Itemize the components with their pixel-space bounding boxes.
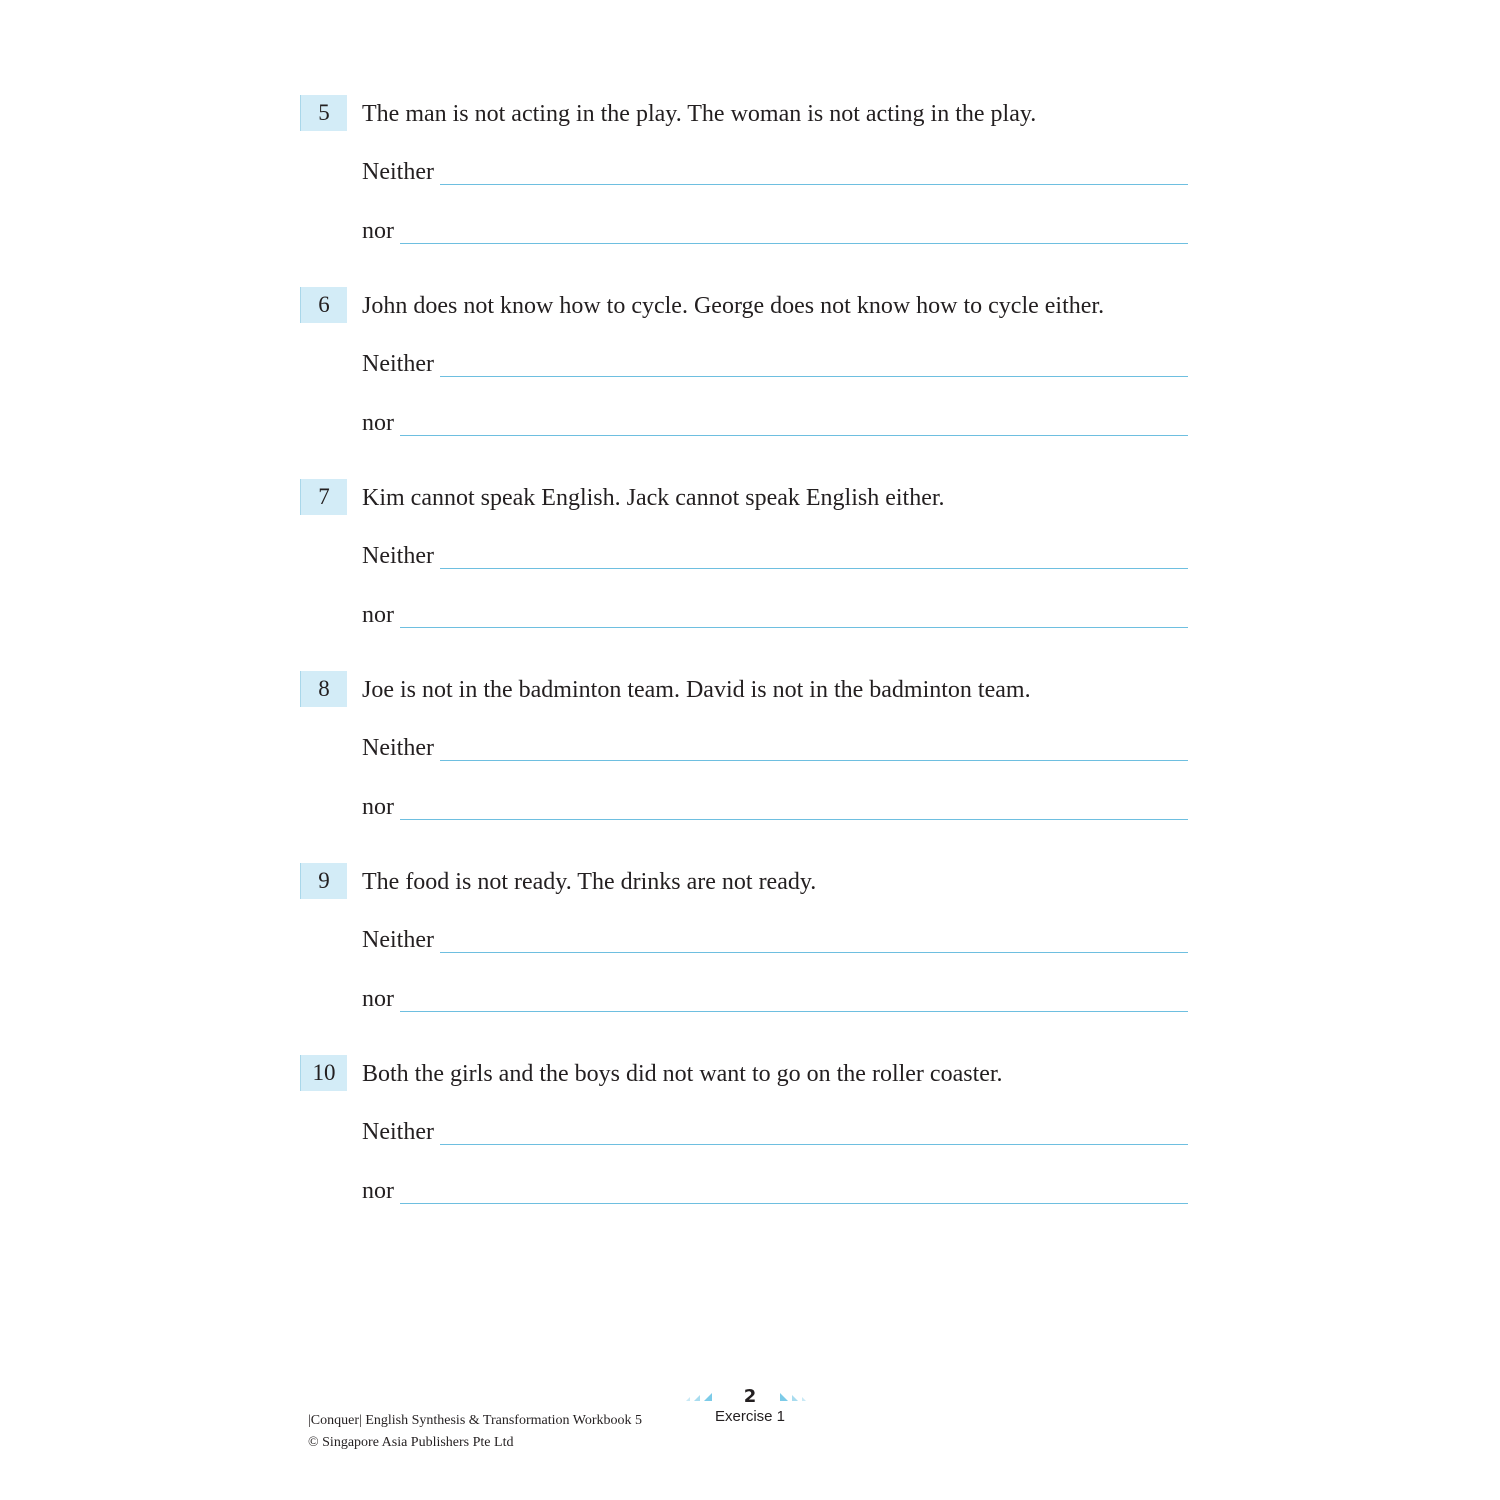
answer-row-neither	[362, 347, 1188, 381]
answer-row-neither	[362, 923, 1188, 957]
answer-row-neither	[362, 155, 1188, 189]
question-text: The man is not acting in the play. The woman is not acting in the play.	[362, 101, 1037, 127]
answer-label: nor	[362, 602, 394, 628]
answer-row-nor	[362, 598, 1188, 632]
answer-line[interactable]	[400, 627, 1188, 628]
question-text: Joe is not in the badminton team. David is not in the badminton team.	[362, 677, 1031, 703]
answer-label: Neither	[362, 1119, 434, 1145]
page-number: 2	[743, 1386, 757, 1407]
answer-label: Neither	[362, 735, 434, 761]
question-text: Both the girls and the boys did not want to go on the roller coaster.	[362, 1061, 1003, 1087]
answer-row-neither	[362, 731, 1188, 765]
answer-line[interactable]	[400, 1011, 1188, 1012]
copyright-notice: © Singapore Asia Publishers Pte Ltd	[308, 1435, 514, 1450]
answer-line[interactable]	[440, 184, 1188, 185]
answer-row-nor	[362, 214, 1188, 248]
answer-row-neither	[362, 1115, 1188, 1149]
answer-line[interactable]	[440, 760, 1188, 761]
question-7	[300, 479, 1200, 649]
question-number: 5	[300, 95, 347, 131]
question-number: 8	[300, 671, 347, 707]
question-9	[300, 863, 1200, 1033]
book-title: |Conquer| English Synthesis & Transformation Workbook 5	[308, 1413, 643, 1428]
answer-row-neither	[362, 539, 1188, 573]
answer-line[interactable]	[400, 819, 1188, 820]
answer-label: nor	[362, 794, 394, 820]
triangle-decoration-right-icon	[778, 1391, 818, 1403]
question-text: Kim cannot speak English. Jack cannot speak English either.	[362, 485, 945, 511]
answer-line[interactable]	[400, 1203, 1188, 1204]
question-6	[300, 287, 1200, 457]
page-badge	[680, 1385, 820, 1431]
question-number: 7	[300, 479, 347, 515]
answer-label: Neither	[362, 351, 434, 377]
answer-row-nor	[362, 982, 1188, 1016]
answer-label: Neither	[362, 159, 434, 185]
exercise-label: Exercise 1	[714, 1408, 786, 1425]
answer-row-nor	[362, 790, 1188, 824]
question-number: 9	[300, 863, 347, 899]
answer-line[interactable]	[440, 376, 1188, 377]
answer-label: nor	[362, 410, 394, 436]
question-text: John does not know how to cycle. George does not know how to cycle either.	[362, 293, 1105, 319]
question-8	[300, 671, 1200, 841]
answer-line[interactable]	[400, 435, 1188, 436]
question-number: 6	[300, 287, 347, 323]
answer-label: nor	[362, 218, 394, 244]
question-10	[300, 1055, 1200, 1225]
answer-line[interactable]	[440, 952, 1188, 953]
footer-credits	[308, 1410, 642, 1454]
answer-line[interactable]	[440, 1144, 1188, 1145]
question-text: The food is not ready. The drinks are not ready.	[362, 869, 817, 895]
answer-label: Neither	[362, 543, 434, 569]
answer-line[interactable]	[400, 243, 1188, 244]
answer-label: Neither	[362, 927, 434, 953]
question-number: 10	[300, 1055, 347, 1091]
answer-label: nor	[362, 986, 394, 1012]
answer-line[interactable]	[440, 568, 1188, 569]
answer-label: nor	[362, 1178, 394, 1204]
question-5	[300, 95, 1200, 265]
answer-row-nor	[362, 1174, 1188, 1208]
answer-row-nor	[362, 406, 1188, 440]
